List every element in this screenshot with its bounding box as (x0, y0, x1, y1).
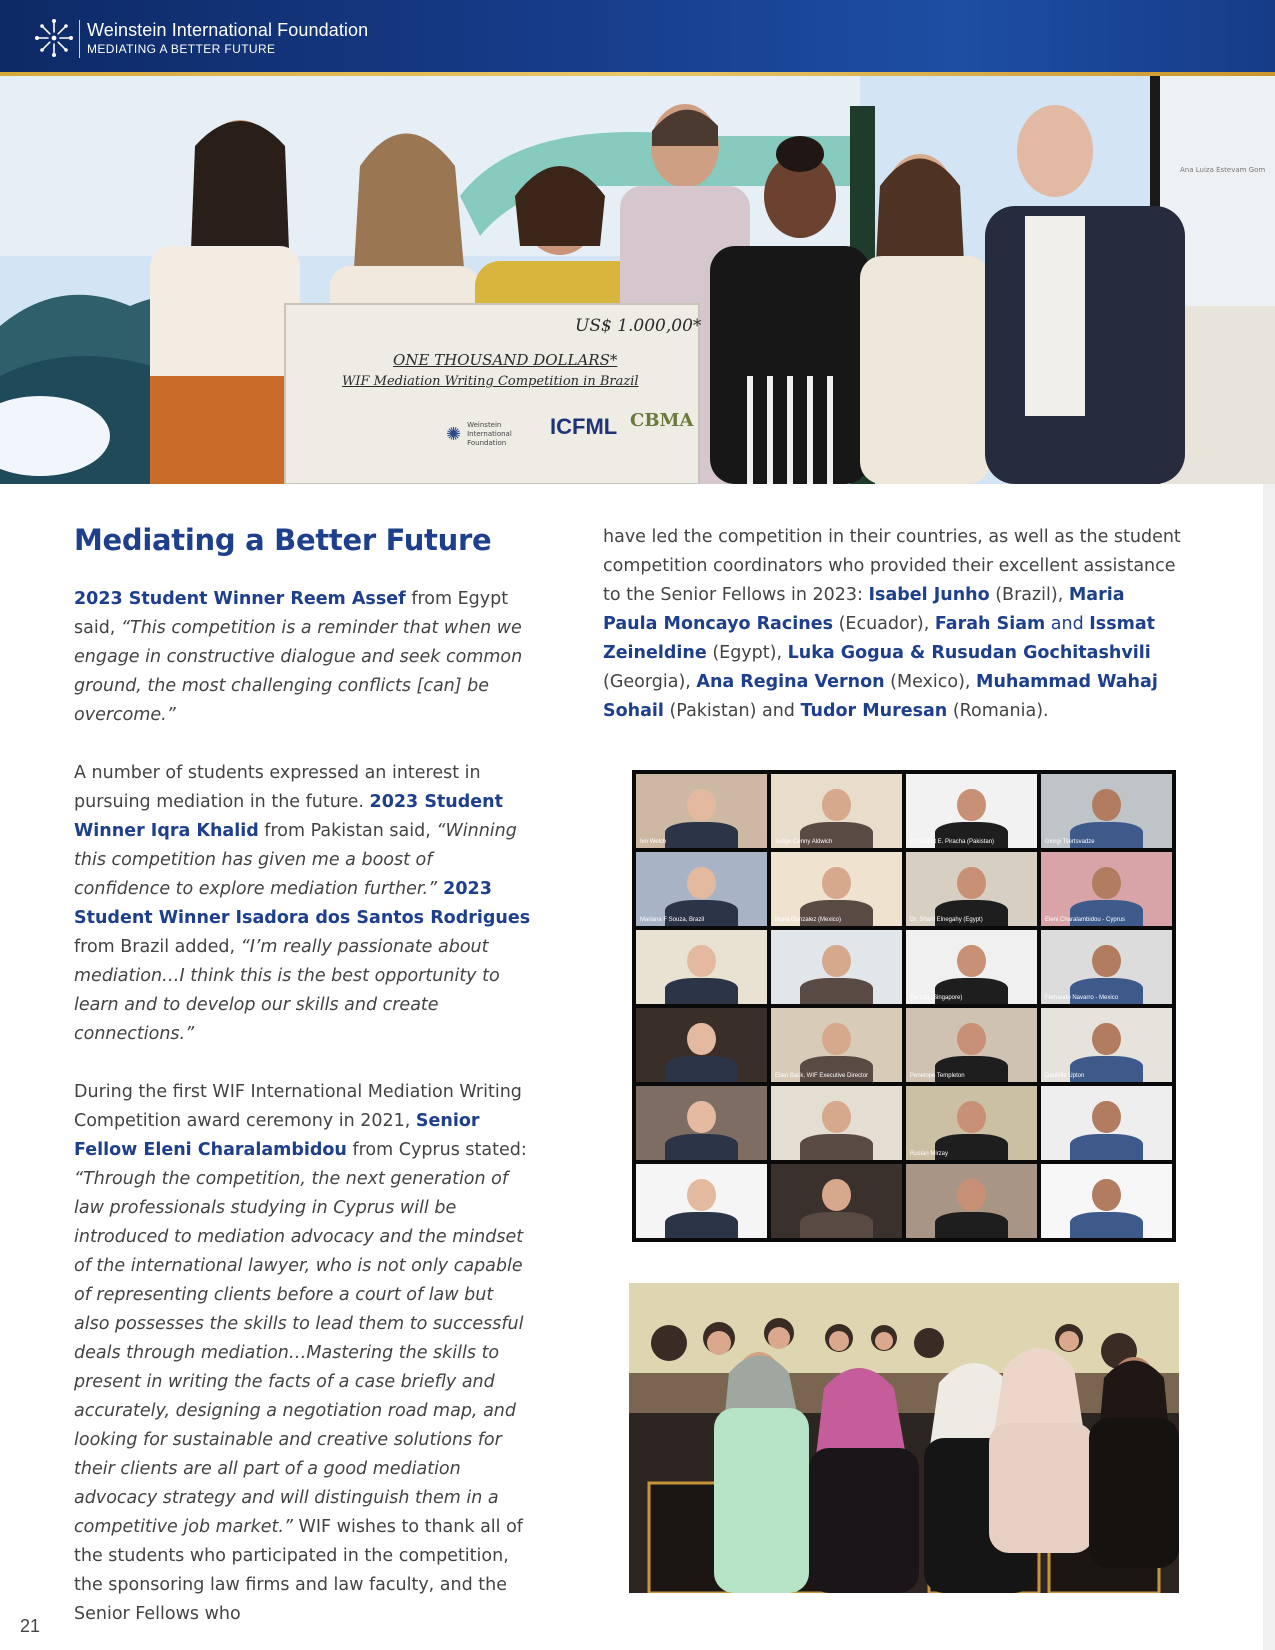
participant-face (957, 945, 985, 977)
participant-face (1092, 867, 1120, 899)
body-text: from Cyprus stated: (346, 1140, 527, 1160)
body-text: (Egypt), (706, 643, 788, 663)
check-subtitle: WIF Mediation Writing Competition in Brazil (342, 374, 639, 389)
organization-name: Weinstein International Foundation (87, 20, 369, 40)
participant-name-label: Nuria Gonzalez (Mexico) (775, 917, 842, 923)
video-tile (771, 930, 902, 1004)
participant-face (957, 1023, 985, 1055)
logo-divider (79, 20, 80, 58)
paragraph-reem-assef (74, 585, 534, 730)
participant-name-label: Giorgi Tsertsvadze (1045, 839, 1095, 845)
fellow-name: Isabel Junho (868, 585, 990, 605)
video-tile (906, 1164, 1037, 1238)
participant-face (822, 789, 850, 821)
participant-face (687, 789, 715, 821)
video-tile (906, 852, 1037, 926)
check-words: ONE THOUSAND DOLLARS* (393, 351, 618, 369)
participant-face (1092, 1179, 1120, 1211)
participant-name-label: Judge Cenny Aldwich (775, 839, 833, 845)
body-text: During the first WIF International Mediation Writing Competition award ceremony in 2021, (74, 1082, 522, 1131)
participant-face (957, 867, 985, 899)
participant-body (1070, 1212, 1142, 1238)
video-tile (1041, 1086, 1172, 1160)
quote-text: “This competition is a reminder that when we engage in constructive dialogue and seek common ground, the most challenging conflicts [can] be overcome.” (74, 618, 523, 725)
video-tile (636, 1164, 767, 1238)
body-text: have led the competition in their countries, as well as the student competition coordinators who provided their excellent assistance to the Senior Fellows in 2023: (603, 527, 1181, 605)
participant-face (822, 867, 850, 899)
video-tile (771, 1164, 902, 1238)
foundation-logo-icon (34, 18, 74, 58)
participant-body (800, 978, 872, 1004)
participant-face (1092, 945, 1120, 977)
participant-name-label: Fernando Navarro - Mexico (1045, 995, 1119, 1001)
body-text: and (1045, 614, 1090, 634)
check-logo-wif: ✺ Weinstein International Foundation (446, 421, 512, 447)
body-text: (Ecuador), (833, 614, 935, 634)
participant-face (957, 1101, 985, 1133)
participant-face (687, 1023, 715, 1055)
quote-text: “I’m really passionate about mediation…I think this is the best opportunity to learn and to develop our skills and create connections.” (74, 937, 500, 1044)
paragraph-eleni-charalambidou (74, 1078, 534, 1629)
body-text: (Pakistan) and (663, 701, 801, 721)
video-tile (906, 930, 1037, 1004)
video-tile (906, 774, 1037, 848)
participant-face (1092, 1101, 1120, 1133)
paragraph-thanks-fellows (603, 523, 1183, 726)
body-text: from Egypt said, (74, 589, 509, 638)
header-band (0, 0, 1275, 72)
participant-name-label: Ivo Welch (640, 839, 667, 845)
video-tile (771, 1008, 902, 1082)
winner-name: 2023 Student Winner Iqra Khalid (74, 792, 503, 841)
classroom-students-photo (629, 1283, 1179, 1593)
video-tile (1041, 852, 1172, 926)
quote-text: “Through the competition, the next generation of law professionals studying in Cyprus will be introduced to mediation advocacy and the mindset of the international lawyer, who is not only capable of representing clients before a court of law but also possesses the skills to lead them to successful deals through mediation…Mastering the skills to present in writing the facts of a case briefly and accurately, designing a negotiation road map, and looking for sustainable and creative solutions for their clients are all part of a good mediation advocacy strategy and will distinguish them in a competitive job market.” (74, 1169, 524, 1537)
participant-face (822, 1101, 850, 1133)
participant-face (822, 1179, 850, 1211)
body-text: from Brazil added, (74, 937, 241, 957)
body-text: from Pakistan said, (258, 821, 437, 841)
video-tile (636, 1086, 767, 1160)
participant-face (957, 789, 985, 821)
fellow-name: Farah Siam (934, 614, 1046, 634)
participant-body (665, 1056, 737, 1082)
participant-face (1092, 789, 1120, 821)
participant-face (822, 1023, 850, 1055)
participant-name-label: Eleni Charalambidou - Cyprus (1045, 917, 1126, 923)
video-tile (1041, 930, 1172, 1004)
senior-fellow-name: Senior Fellow Eleni Charalambidou (74, 1111, 480, 1160)
fellow-name: Maria Paula Moncayo Racines (603, 585, 1125, 634)
article-right-column (603, 523, 1183, 726)
participant-face (687, 1101, 715, 1133)
wif-logo-icon: ✺ (446, 424, 462, 445)
participant-name-label: Penelope Templeton (910, 1073, 965, 1079)
body-text: A number of students expressed an interest in pursuing mediation in the future. (74, 763, 481, 812)
check-amount: US$ 1.000,00* (575, 316, 702, 336)
participant-body (665, 1212, 737, 1238)
winner-name: 2023 Student Winner Isadora dos Santos Rodrigues (74, 879, 531, 928)
page-number: 21 (20, 1616, 41, 1636)
participant-body (800, 1134, 872, 1160)
participant-body (1070, 1134, 1142, 1160)
participant-name-label: Dr Nudrat E. Piracha (Pakistan) (910, 839, 995, 845)
body-text: WIF wishes to thank all of the students who participated in the competition, the sponsoring law firms and law faculty, and the Senior Fellows who (74, 1517, 523, 1624)
participant-name-label: Ruslan Mirzay (910, 1151, 949, 1157)
classroom-illustration (629, 1283, 1179, 1593)
video-tile (771, 774, 902, 848)
video-tile (1041, 1164, 1172, 1238)
participant-name-label: Danielle Upton (1045, 1073, 1085, 1079)
participant-face (822, 945, 850, 977)
fellow-name: Ana Regina Vernon (696, 672, 885, 692)
video-tile (771, 1086, 902, 1160)
winner-name: 2023 Student Winner Reem Assef (74, 589, 406, 609)
participant-body (800, 1212, 872, 1238)
video-call-grid-photo (632, 770, 1176, 1242)
body-text: (Georgia), (603, 672, 697, 692)
check-logo-cbma: CBMA (630, 410, 694, 431)
participant-name-label: Tat Lim (Singapore) (910, 995, 963, 1001)
screen-caption: Ana Luiza Estevam Gom (1180, 166, 1266, 174)
body-text: (Romania). (947, 701, 1049, 721)
fellow-name: Tudor Muresan (800, 701, 948, 721)
article-title: Mediating a Better Future (74, 523, 492, 557)
article-left-column (74, 520, 534, 1629)
paragraph-students-interest (74, 759, 534, 1049)
participant-body (665, 822, 737, 848)
video-tile (636, 852, 767, 926)
participant-face (957, 1179, 985, 1211)
participant-face (687, 867, 715, 899)
video-tile (1041, 774, 1172, 848)
participant-body (935, 1212, 1007, 1238)
participant-body (665, 978, 737, 1004)
participant-face (687, 945, 715, 977)
participant-name-label: Ellen Back, WIF Executive Director (775, 1073, 869, 1079)
video-tile (1041, 1008, 1172, 1082)
body-text: (Mexico), (884, 672, 977, 692)
award-ceremony-photo (0, 76, 1275, 484)
fellow-name: Muhammad Wahaj Sohail (603, 672, 1158, 721)
page-edge (1263, 484, 1275, 1650)
organization-tagline: MEDIATING A BETTER FUTURE (87, 42, 276, 56)
fellow-name: Issmat Zeineldine (603, 614, 1156, 663)
check-logo-icfml: ICFML (550, 414, 618, 439)
video-tile (636, 1008, 767, 1082)
participant-name-label: Dr. Sharif Elnegahy (Egypt) (910, 917, 983, 923)
participant-body (665, 1134, 737, 1160)
fellow-name: Luka Gogua & Rusudan Gochitashvili (787, 643, 1151, 663)
video-tile (636, 774, 767, 848)
participant-name-label: Mariana F Souza, Brazil (640, 917, 705, 923)
video-tile (906, 1008, 1037, 1082)
participant-face (1092, 1023, 1120, 1055)
video-tile (906, 1086, 1037, 1160)
video-tile (636, 930, 767, 1004)
video-tile (771, 852, 902, 926)
body-text: (Brazil), (989, 585, 1069, 605)
quote-text: “Winning this competition has given me a boost of confidence to explore mediation further.” (74, 821, 517, 899)
participant-face (687, 1179, 715, 1211)
